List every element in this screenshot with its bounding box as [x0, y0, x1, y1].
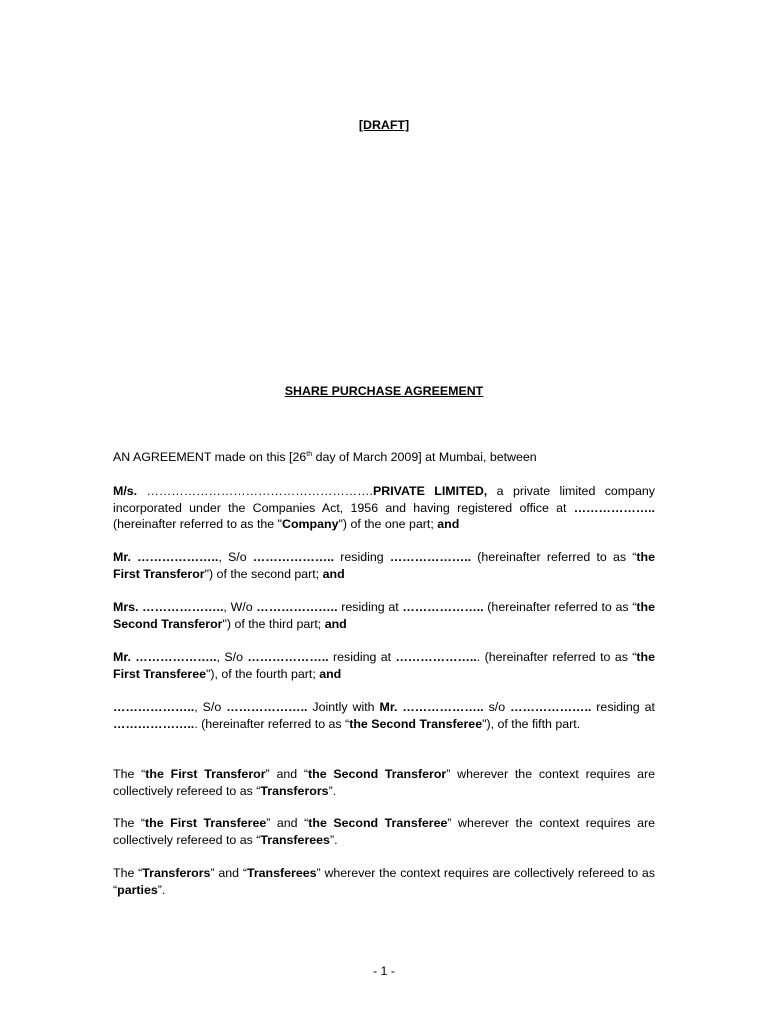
draft-label: [DRAFT] — [358, 118, 410, 132]
parties-definition: The “Transferors” and “Transferees” wherever the context requires are collectively refereed to as “parties”. — [113, 866, 655, 897]
transferors-definition: The “the First Transferor” and “the Second Transferor” wherever the context requires are collectively refereed to as “Transferors”. — [113, 767, 656, 798]
document-title: SHARE PURCHASE AGREEMENT — [284, 384, 484, 398]
first-transferor-paragraph: Mr. ……………….., S/o ……………….. residing ……………….. (hereinafter referred to as “the First Transferor") of the second part; and — [113, 550, 655, 581]
page-number: - 1 - — [372, 964, 396, 978]
company-paragraph: M/s. ……………………………………………….PRIVATE LIMITED, a private limited company incorporated under the Companies Act, 1956 and having registered office at ……………….. (hereinafter referred to as the "Company") of the one part; and — [113, 484, 655, 531]
first-transferee-paragraph: Mr. ……………….., S/o ……………….. residing at ………………... (hereinafter referred to as “the First Transferee"), of the fourth part; and — [113, 650, 656, 681]
second-transferor-paragraph: Mrs. ……………….., W/o ……………….. residing at ……………….. (hereinafter referred to as “the Second Transferor") of the third part; and — [113, 600, 656, 631]
transferees-definition: The “the First Transferee” and “the Second Transferee” wherever the context requires are collectively refereed to as “Transferees”. — [113, 816, 655, 847]
second-transferee-paragraph: ……………….., S/o ……………….. Jointly with Mr. ……………….. s/o ……………….. residing at ………………... (hereinafter referred to as “the Second Transferee"), of the fifth part. — [113, 700, 655, 731]
intro-paragraph: AN AGREEMENT made on this [26th day of March 2009] at Mumbai, between — [113, 450, 537, 464]
